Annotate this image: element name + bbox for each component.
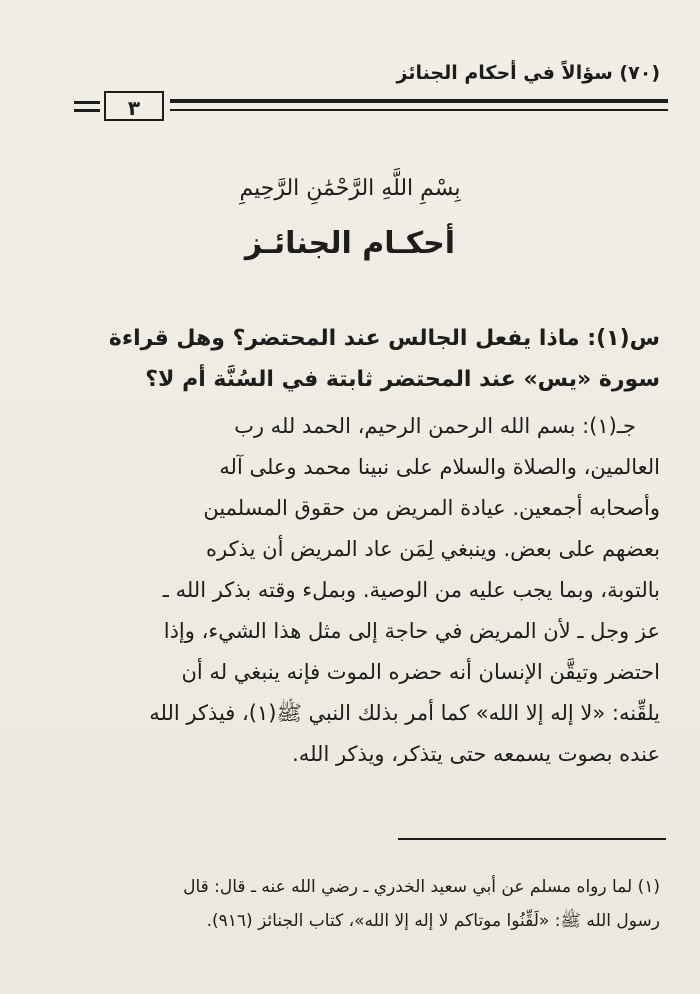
question-paragraph bbox=[66, 318, 660, 400]
answer-line: يلقِّنه: «لا إله إلا الله» كما أمر بذلك النبي ﷺ(١)، فيذكر الله bbox=[149, 701, 660, 725]
answer-line: عز وجل ـ لأن المريض في حاجة إلى مثل هذا الشيء، وإذا bbox=[163, 619, 660, 643]
basmala: بِسْمِ اللَّهِ الرَّحْمَٰنِ الرَّحِيمِ bbox=[239, 176, 461, 201]
page-number: ٣ bbox=[104, 91, 164, 121]
answer-line: بالتوبة، وبما يجب عليه من الوصية. وبملء وقته بذكر الله ـ bbox=[162, 578, 660, 602]
answer-line: عنده بصوت يسمعه حتى يتذكر، ويذكر الله. bbox=[292, 742, 660, 766]
footnote-rule bbox=[398, 838, 666, 840]
footnotes bbox=[70, 870, 660, 938]
answer-line: وأصحابه أجمعين. عيادة المريض من حقوق المسلمين bbox=[203, 496, 660, 520]
answer-line: جـ(١): بسم الله الرحمن الرحيم، الحمد لله رب bbox=[234, 414, 636, 438]
answer-line: بعضهم على بعض. وينبغي لِمَن عاد المريض أن يذكره bbox=[206, 537, 660, 561]
answer-line: العالمين، والصلاة والسلام على نبينا محمد وعلى آله bbox=[219, 455, 660, 479]
question-line: س(١): ماذا يفعل الجالس عند المحتضر؟ وهل قراءة bbox=[108, 326, 660, 351]
footnote-line: (١) لما رواه مسلم عن أبي سعيد الخدري ـ رضي الله عنه ـ قال: قال bbox=[183, 877, 660, 897]
footnote-line: رسول الله ﷺ: «لَقِّنُوا موتاكم لا إله إلا الله»، كتاب الجنائز (٩١٦). bbox=[206, 911, 660, 931]
answer-paragraph bbox=[66, 406, 660, 775]
header-dash-bottom bbox=[74, 109, 100, 112]
chapter-title: أحكـام الجنائـز bbox=[244, 226, 456, 261]
header-rule-thin bbox=[170, 109, 668, 111]
question-line: سورة «يس» عند المحتضر ثابتة في السُنَّة أم لا؟ bbox=[145, 367, 660, 392]
running-title: (٧٠) سؤالاً في أحكام الجنائز bbox=[396, 62, 660, 84]
body-text bbox=[66, 318, 660, 775]
header-rule-thick bbox=[170, 99, 668, 103]
answer-line: احتضر وتيقَّن الإنسان أنه حضره الموت فإنه ينبغي له أن bbox=[181, 660, 660, 684]
header-dash-top bbox=[74, 101, 100, 104]
